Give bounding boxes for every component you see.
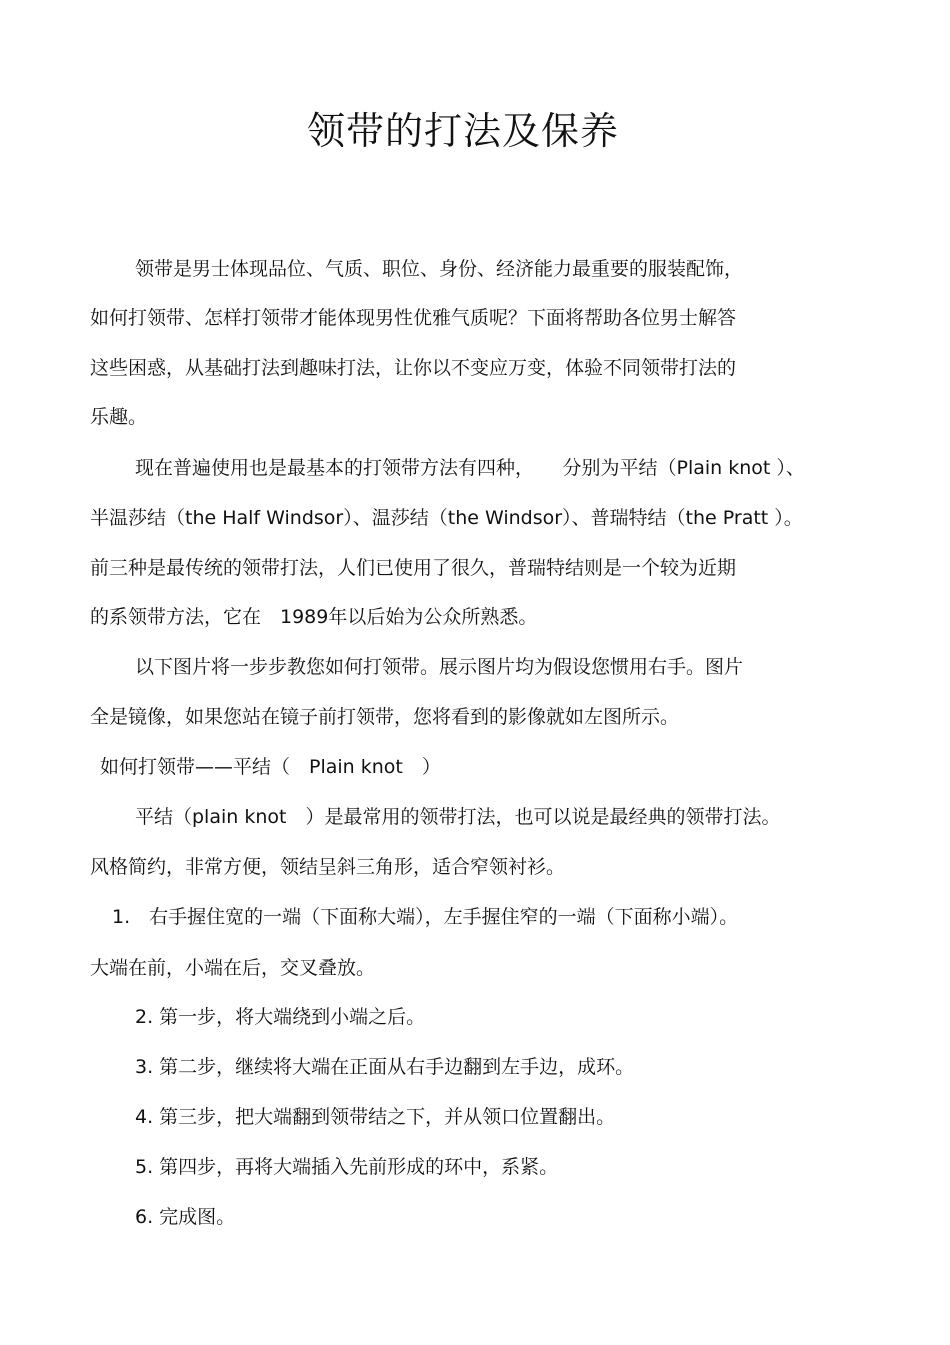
paragraph-line: 以下图片将一步步教您如何打领带。展示图片均为假设您惯用右手。图片 xyxy=(135,656,744,678)
paragraph-line: 现在普遍使用也是最基本的打领带方法有四种， 分别为平结（Plain knot ）、 xyxy=(135,457,805,479)
step-item: 6. 完成图。 xyxy=(135,1206,236,1228)
step-item: 3. 第二步，继续将大端在正面从右手边翻到左手边，成环。 xyxy=(135,1056,635,1078)
step-item: 5. 第四步，再将大端插入先前形成的环中，系紧。 xyxy=(135,1156,559,1178)
paragraph-line: 风格简约，非常方便，领结呈斜三角形，适合窄领衬衫。 xyxy=(90,856,566,878)
paragraph-line: 全是镜像，如果您站在镜子前打领带，您将看到的影像就如左图所示。 xyxy=(90,706,680,728)
paragraph-line: 半温莎结（the Half Windsor）、温莎结（the Windsor）、普瑞特结（the Pratt ）。 xyxy=(90,507,803,529)
paragraph-line: 乐趣。 xyxy=(90,406,148,428)
step-item: 1. 右手握住宽的一端（下面称大端），左手握住窄的一端（下面称小端）。 xyxy=(112,906,739,928)
paragraph-line: 的系领带方法，它在 1989年以后始为公众所熟悉。 xyxy=(90,606,538,628)
step-item: 2. 第一步，将大端绕到小端之后。 xyxy=(135,1006,426,1028)
document-title: 领带的打法及保养 xyxy=(306,109,619,153)
paragraph-line: 前三种是最传统的领带打法，人们已使用了很久，普瑞特结则是一个较为近期 xyxy=(90,557,737,579)
paragraph-line: 如何打领带、怎样打领带才能体现男性优雅气质呢？下面将帮助各位男士解答 xyxy=(90,307,737,329)
step-item: 4. 第三步，把大端翻到领带结之下，并从领口位置翻出。 xyxy=(135,1106,616,1128)
section-heading: 如何打领带——平结（ Plain knot ） xyxy=(100,756,441,778)
paragraph-line: 平结（plain knot ）是最常用的领带打法，也可以说是最经典的领带打法。 xyxy=(135,806,781,828)
step-item-continuation: 大端在前，小端在后，交叉叠放。 xyxy=(90,957,376,979)
paragraph-line: 这些困惑，从基础打法到趣味打法，让你以不变应万变，体验不同领带打法的 xyxy=(90,357,737,379)
paragraph-line: 领带是男士体现品位、气质、职位、身份、经济能力最重要的服装配饰， xyxy=(135,258,744,280)
